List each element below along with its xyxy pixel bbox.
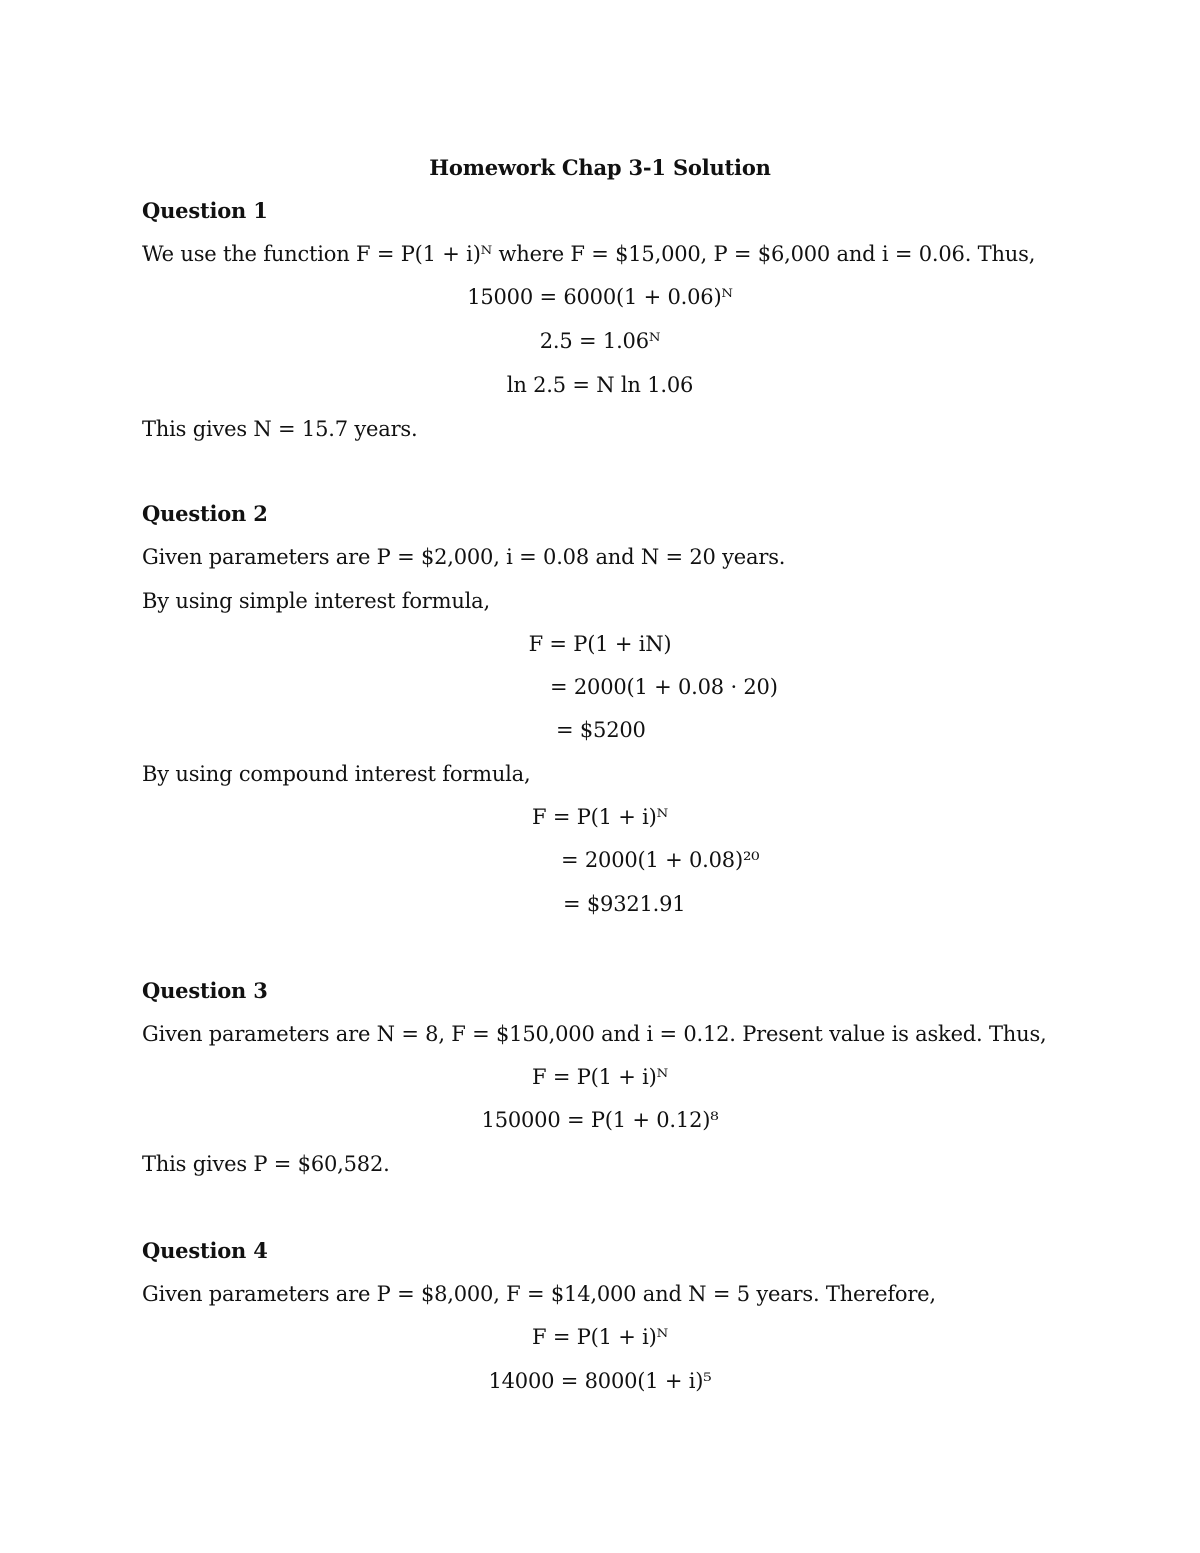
question-3-equation-1: F = P(1 + i)ᴺ [531, 1065, 669, 1089]
question-1-intro: We use the function F = P(1 + i)ᴺ where F = $15,000, P = $6,000 and i = 0.06. Thus, [142, 242, 1036, 266]
simple-interest-equation-2: = 2000(1 + 0.08 · 20) [550, 675, 778, 699]
compound-interest-equation-2: = 2000(1 + 0.08)²⁰ [561, 848, 760, 872]
question-2-heading: Question 2 [142, 501, 268, 526]
question-1-equation-2: 2.5 = 1.06ᴺ [539, 329, 661, 353]
question-3-heading: Question 3 [142, 978, 268, 1003]
question-4-heading: Question 4 [142, 1238, 268, 1263]
question-4-intro: Given parameters are P = $8,000, F = $14,000 and N = 5 years. Therefore, [142, 1282, 936, 1306]
question-1-equation-3: ln 2.5 = N ln 1.06 [506, 373, 694, 397]
compound-interest-equation-3: = $9321.91 [563, 892, 686, 916]
question-3-intro: Given parameters are N = 8, F = $150,000 and i = 0.12. Present value is asked. Thus, [142, 1022, 1047, 1046]
question-3-equation-2: 150000 = P(1 + 0.12)⁸ [481, 1108, 719, 1132]
question-1-result: This gives N = 15.7 years. [142, 417, 418, 441]
question-4-equation-1: F = P(1 + i)ᴺ [531, 1325, 669, 1349]
simple-interest-equation-1: F = P(1 + iN) [528, 632, 672, 656]
compound-interest-label: By using compound interest formula, [142, 762, 531, 786]
question-3-result: This gives P = $60,582. [142, 1152, 390, 1176]
question-4-equation-2: 14000 = 8000(1 + i)⁵ [488, 1369, 712, 1393]
question-2-intro: Given parameters are P = $2,000, i = 0.08 and N = 20 years. [142, 545, 786, 569]
document-title: Homework Chap 3-1 Solution [429, 155, 771, 180]
compound-interest-equation-1: F = P(1 + i)ᴺ [531, 805, 669, 829]
simple-interest-equation-3: = $5200 [556, 718, 646, 742]
simple-interest-label: By using simple interest formula, [142, 589, 490, 613]
question-1-heading: Question 1 [142, 198, 268, 223]
question-1-equation-1: 15000 = 6000(1 + 0.06)ᴺ [467, 285, 733, 309]
